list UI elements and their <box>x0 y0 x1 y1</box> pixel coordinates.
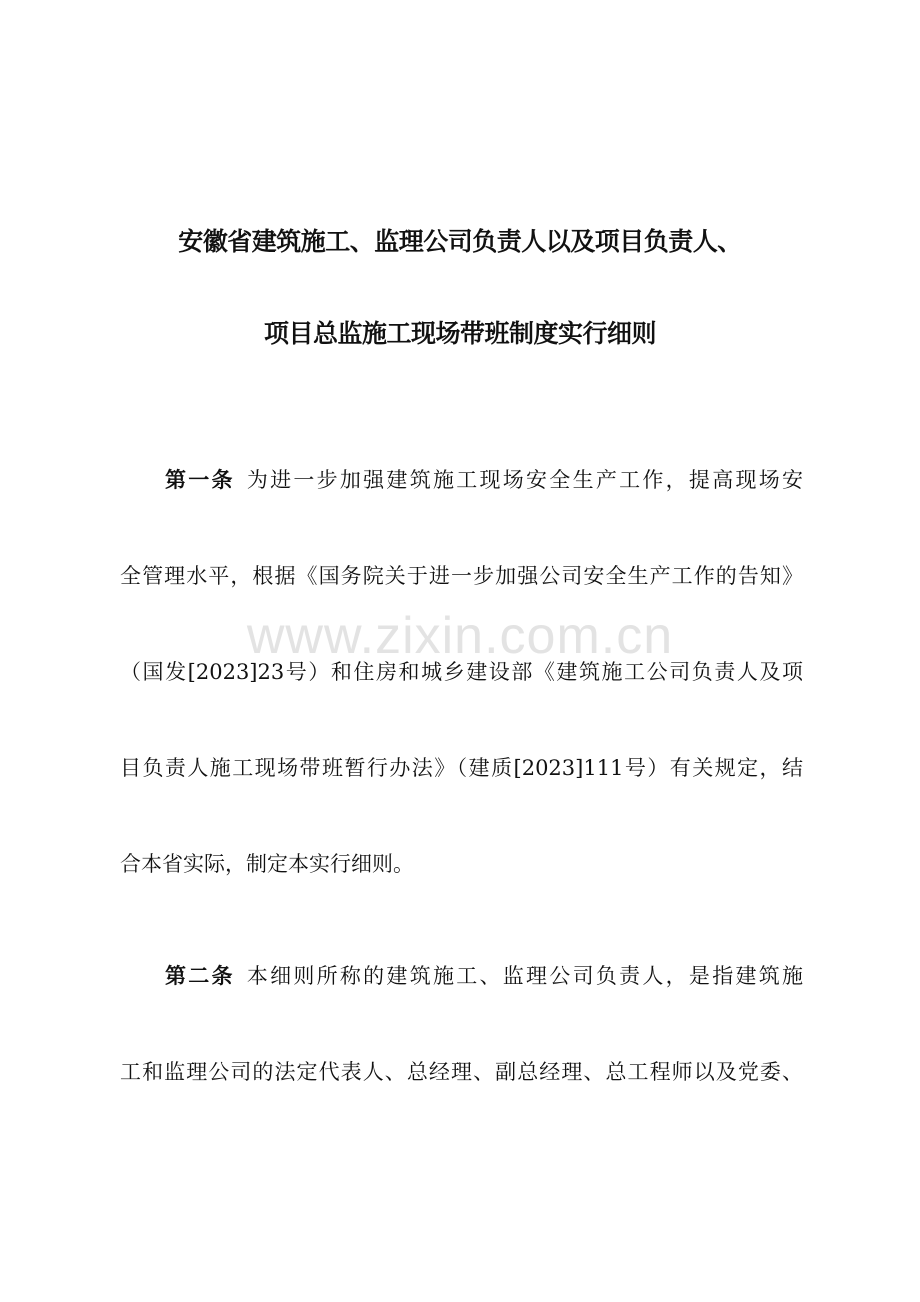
article-2-line: 工和监理公司的法定代表人、总经理、副总经理、总工程师以及党委、 <box>120 1060 803 1084</box>
document-title-line-2: 项目总监施工现场带班制度实行细则 <box>263 319 656 348</box>
article-1-text: 为进一步加强建筑施工现场安全生产工作，提高现场安 <box>246 468 804 492</box>
article-2-label: 第二条 <box>165 964 235 988</box>
watermark: www.zixin.com.cn <box>246 607 674 665</box>
article-1-line: 全管理水平，根据《国务院关于进一步加强公司安全生产工作的告知》 <box>120 564 803 588</box>
article-1-line: 目负责人施工现场带班暂行办法》（建质[2023]111号）有关规定，结 <box>120 756 803 780</box>
article-1-label: 第一条 <box>165 468 235 492</box>
article-2-line <box>165 961 803 991</box>
article-1-line: （国发[2023]23号）和住房和城乡建设部《建筑施工公司负责人及项 <box>120 660 803 684</box>
article-1-line <box>165 465 803 495</box>
document-title-line-1: 安徽省建筑施工、监理公司负责人以及项目负责人、 <box>178 227 742 256</box>
article-1-line: 合本省实际，制定本实行细则。 <box>120 852 414 876</box>
article-2-text: 本细则所称的建筑施工、监理公司负责人，是指建筑施 <box>246 964 804 988</box>
